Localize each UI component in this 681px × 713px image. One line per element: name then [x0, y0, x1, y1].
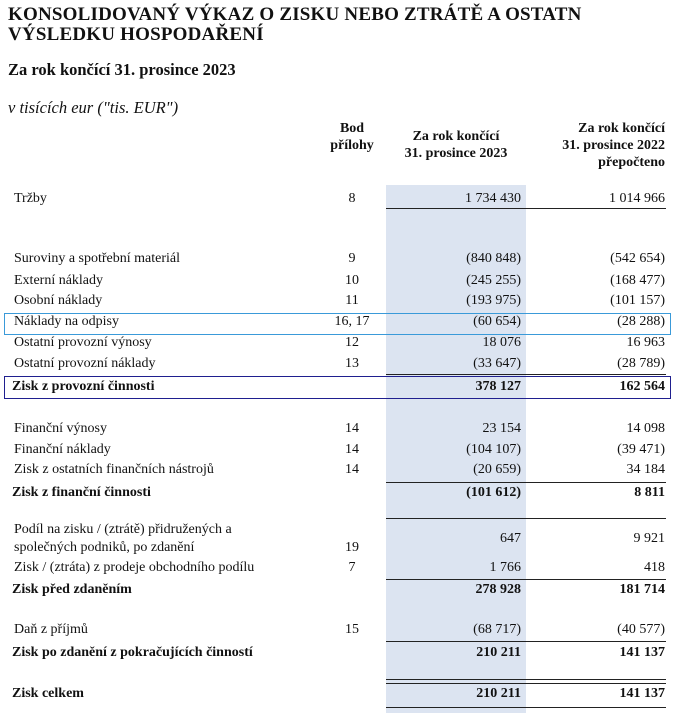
rule — [526, 482, 666, 483]
header-note-line-2: přílohy — [330, 138, 374, 153]
row-value-2022: 14 098 — [626, 421, 665, 436]
row-note: 7 — [348, 560, 356, 575]
row-value-2023: (245 255) — [466, 273, 521, 288]
table-row-subtotal — [0, 582, 681, 602]
row-value-2022: (28 789) — [617, 356, 665, 371]
row-note: 9 — [348, 251, 356, 266]
rule — [386, 482, 526, 483]
table-row — [0, 251, 681, 271]
row-value-2023: (60 654) — [473, 314, 521, 329]
row-note: 14 — [345, 421, 359, 436]
row-value-2022: (542 654) — [610, 251, 665, 266]
row-value-2022: 9 921 — [633, 531, 665, 546]
row-value-2023: 23 154 — [482, 421, 521, 436]
statement-title-line-2: VÝSLEDKU HOSPODAŘENÍ — [8, 24, 264, 45]
rule — [526, 679, 666, 680]
table-row — [0, 191, 681, 211]
row-value-2023: 210 211 — [476, 645, 521, 660]
row-value-2023: (20 659) — [473, 462, 521, 477]
row-note: 14 — [345, 462, 359, 477]
table-row-subtotal — [0, 645, 681, 665]
header-note-line-1: Bod — [339, 121, 365, 136]
row-value-2022: (39 471) — [617, 442, 665, 457]
row-label: Externí náklady — [14, 273, 104, 288]
table-row — [0, 442, 681, 462]
header-current-line-1: Za rok končící — [412, 129, 500, 144]
header-previous-line-3: přepočteno — [598, 155, 665, 170]
row-label: Ostatní provozní výnosy — [14, 335, 152, 350]
row-value-2022: (168 477) — [610, 273, 665, 288]
row-value-2022: 16 963 — [626, 335, 665, 350]
table-row — [0, 522, 681, 542]
row-value-2022: 162 564 — [619, 379, 665, 394]
header-current-line-2: 31. prosince 2023 — [404, 146, 508, 161]
row-note: 15 — [345, 622, 359, 637]
statement-title-line-1: KONSOLIDOVANÝ VÝKAZ O ZISKU NEBO ZTRÁTĚ A OSTATN — [8, 4, 582, 25]
row-value-2023: (840 848) — [466, 251, 521, 266]
row-value-2023: 1 766 — [489, 560, 521, 575]
row-value-2023: (193 975) — [466, 293, 521, 308]
header-previous-year — [562, 120, 665, 171]
row-value-2023: (104 107) — [466, 442, 521, 457]
rule — [386, 518, 526, 519]
row-value-2022: 141 137 — [619, 645, 665, 660]
row-value-2022: 418 — [644, 560, 665, 575]
table-row — [0, 531, 681, 560]
header-previous-line-1: Za rok končící — [578, 121, 665, 136]
row-value-2023: 18 076 — [482, 335, 521, 350]
table-row-subtotal — [0, 485, 681, 505]
row-value-2023: 378 127 — [475, 379, 521, 394]
row-label: Zisk celkem — [12, 686, 84, 701]
row-note: 14 — [345, 442, 359, 457]
row-note: 19 — [345, 540, 359, 555]
row-value-2022: 141 137 — [619, 686, 665, 701]
row-label: Osobní náklady — [14, 293, 103, 308]
table-row — [0, 421, 681, 441]
table-row — [0, 314, 681, 334]
row-value-2022: 1 014 966 — [609, 191, 665, 206]
row-value-2023: 647 — [500, 531, 521, 546]
row-value-2023: 278 928 — [475, 582, 521, 597]
rule — [386, 679, 526, 680]
row-value-2022: (28 288) — [617, 314, 665, 329]
row-note: 12 — [345, 335, 359, 350]
rule — [526, 683, 666, 684]
row-value-2023: 210 211 — [476, 686, 521, 701]
rule — [526, 707, 666, 708]
table-row — [0, 293, 681, 313]
row-value-2023: 1 734 430 — [465, 191, 521, 206]
table-row — [0, 560, 681, 580]
statement-period: Za rok končící 31. prosince 2023 — [8, 60, 236, 79]
row-label: Podíl na zisku / (ztrátě) přidružených a — [14, 522, 232, 537]
row-label: Finanční náklady — [14, 442, 111, 457]
row-label: Zisk před zdaněním — [12, 582, 132, 597]
row-value-2022: 181 714 — [619, 582, 665, 597]
table-row — [0, 356, 681, 376]
table-row-subtotal — [0, 379, 681, 399]
row-value-2022: (101 157) — [610, 293, 665, 308]
row-label: Ostatní provozní náklady — [14, 356, 156, 371]
row-label: Finanční výnosy — [14, 421, 107, 436]
row-label: Zisk z ostatních finančních nástrojů — [14, 462, 214, 477]
row-value-2023: (68 717) — [473, 622, 521, 637]
table-row — [0, 622, 681, 642]
row-label: Zisk po zdanění z pokračujících činností — [12, 645, 253, 660]
row-note: 13 — [345, 356, 359, 371]
row-note: 16, 17 — [334, 314, 370, 329]
rule — [386, 683, 526, 684]
row-label: Zisk / (ztráta) z prodeje obchodního podílu — [14, 560, 255, 575]
header-note — [318, 120, 386, 154]
table-row — [0, 335, 681, 355]
row-value-2023: (101 612) — [466, 485, 521, 500]
row-label: společných podniků, po zdanění — [14, 540, 195, 555]
table-row — [0, 273, 681, 293]
table-row-total — [0, 686, 681, 706]
currency-units: v tisících eur ("tis. EUR") — [8, 98, 179, 117]
row-label: Zisk z provozní činnosti — [12, 379, 155, 394]
row-value-2022: 34 184 — [626, 462, 665, 477]
rule — [386, 707, 526, 708]
rule — [526, 518, 666, 519]
header-previous-line-2: 31. prosince 2022 — [562, 138, 665, 153]
row-label: Daň z příjmů — [14, 622, 88, 637]
header-current-year — [386, 128, 526, 162]
row-label: Náklady na odpisy — [14, 314, 119, 329]
row-value-2022: (40 577) — [617, 622, 665, 637]
row-label: Zisk z finanční činnosti — [12, 485, 151, 500]
row-note: 8 — [348, 191, 356, 206]
row-value-2023: (33 647) — [473, 356, 521, 371]
row-label: Suroviny a spotřební materiál — [14, 251, 181, 266]
row-note: 10 — [345, 273, 359, 288]
table-row — [0, 462, 681, 482]
row-value-2022: 8 811 — [634, 485, 665, 500]
row-note: 11 — [345, 293, 359, 308]
row-label: Tržby — [14, 191, 47, 206]
